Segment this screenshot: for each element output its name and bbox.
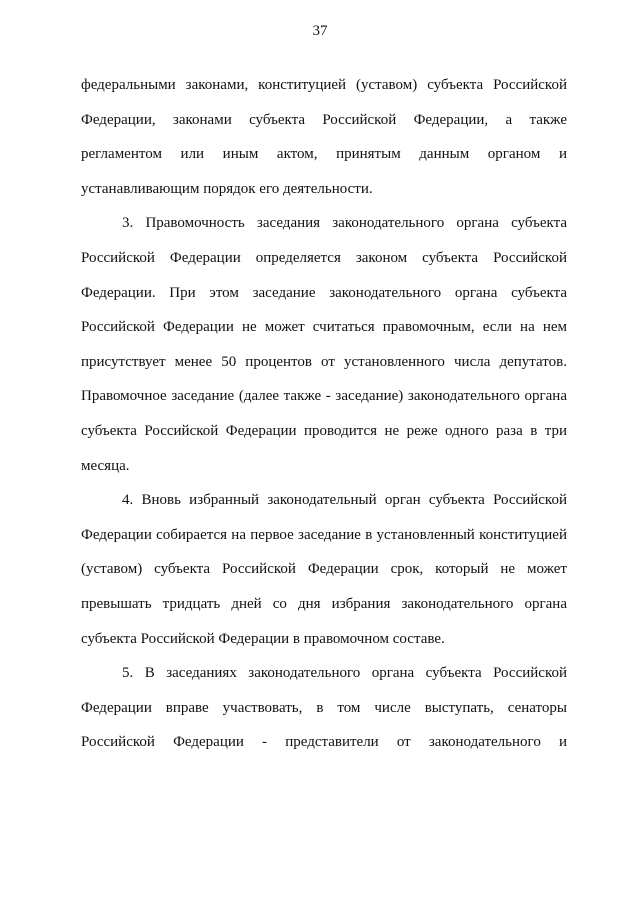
paragraph-line: Федерации. При этом заседание законодательного органа субъекта: [81, 284, 567, 301]
paragraph-line: субъекта Российской Федерации в правомочном составе.: [81, 630, 445, 647]
paragraph-line: 4. Вновь избранный законодательный орган субъекта Российской: [122, 492, 567, 509]
paragraph-line: Правомочное заседание (далее также - заседание) законодательного органа: [81, 388, 567, 405]
paragraph-line: Федерации, законами субъекта Российской Федерации, а также: [81, 111, 567, 128]
paragraph-1: [81, 68, 567, 206]
paragraph-line: Федерации собирается на первое заседание в установленный конституцией: [81, 526, 567, 543]
paragraph-line: регламентом или иным актом, принятым данным органом и: [81, 146, 567, 163]
paragraph-line: субъекта Российской Федерации проводится не реже одного раза в три: [81, 422, 567, 439]
paragraph-line: федеральными законами, конституцией (уставом) субъекта Российской: [81, 77, 567, 93]
paragraph-line: 5. В заседаниях законодательного органа субъекта Российской: [122, 665, 567, 682]
paragraph-line: Федерации вправе участвовать, в том числе выступать, сенаторы: [81, 699, 567, 716]
document-body: [81, 68, 567, 760]
paragraph-line: устанавливающим порядок его деятельности.: [81, 180, 373, 197]
paragraph-item-3: [81, 206, 567, 483]
paragraph-item-5: [81, 656, 567, 760]
paragraph-line: Российской Федерации не может считаться правомочным, если на нем: [81, 319, 567, 336]
paragraph-item-4: [81, 483, 567, 656]
paragraph-line: Российской Федерации определяется законом субъекта Российской: [81, 249, 567, 266]
paragraph-line: превышать тридцать дней со дня избрания законодательного органа: [81, 595, 567, 612]
paragraph-line: месяца.: [81, 457, 130, 474]
paragraph-line: Российской Федерации - представители от законодательного и: [81, 734, 567, 751]
paragraph-line: 3. Правомочность заседания законодательного органа субъекта: [122, 215, 567, 232]
page-number: 37: [312, 23, 328, 39]
paragraph-line: присутствует менее 50 процентов от установленного числа депутатов.: [81, 353, 567, 370]
paragraph-line: (уставом) субъекта Российской Федерации срок, который не может: [81, 561, 567, 578]
